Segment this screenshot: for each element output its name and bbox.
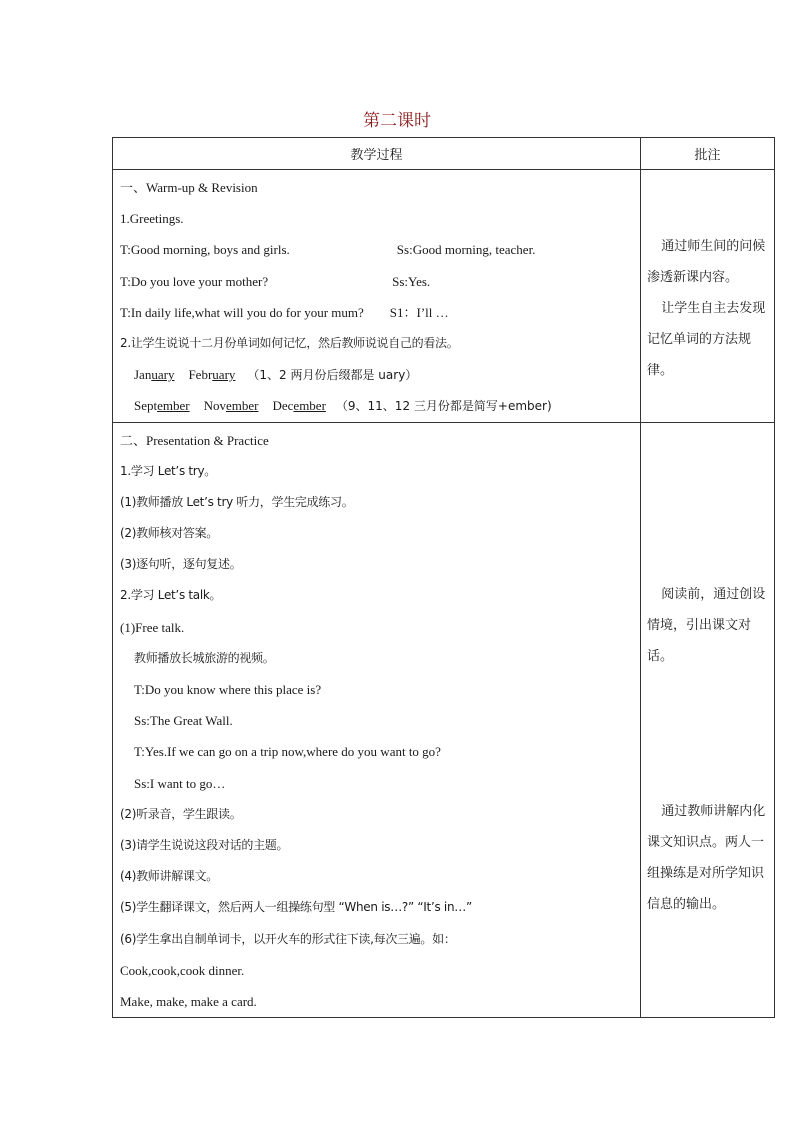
list-item: (2)教师核对答案。: [120, 526, 218, 541]
list-item: (1)教师播放 Let’s try 听力，学生完成练习。: [120, 494, 354, 509]
section-presentation-notes: [641, 422, 775, 1018]
list-item: (1)Free talk.: [120, 619, 185, 635]
lesson-table: [112, 137, 775, 1018]
dialogue-line: Ss:I want to go…: [134, 775, 226, 791]
dialogue-line: Ss:The Great Wall.: [134, 713, 233, 729]
months-note: （9、11、12 三月份都是简写+ember): [335, 399, 552, 414]
list-item: 1.Greetings.: [120, 211, 184, 227]
list-item: 2.学习 Let’s talk。: [120, 588, 222, 603]
section-warmup-row: [113, 170, 775, 423]
section-heading: 二、Presentation & Practice: [120, 432, 269, 448]
dialogue-line: [113, 266, 640, 297]
list-item: (6)学生拿出自制单词卡，以开火车的形式往下读,每次三遍。如：: [120, 931, 456, 946]
underlined-suffix: ember: [157, 398, 190, 414]
dialogue-line: [113, 234, 640, 265]
teacher-line: T:Do you love your mother?: [120, 273, 269, 289]
underlined-suffix: ember: [293, 398, 326, 414]
dialogue-line: T:Yes.If we can go on a trip now,where do you want to go?: [134, 744, 441, 760]
months-line-2: September November December （9、11、12 三月份都是简写+ember): [134, 398, 552, 414]
note-paragraph: 通过师生间的问候渗透新课内容。: [647, 239, 766, 285]
months-note: （1、2 两月份后缀都是 uary）: [247, 368, 418, 383]
student-line: S1：I’ll …: [389, 304, 449, 320]
note-paragraph: 阅读前，通过创设情境，引出课文对话。: [647, 586, 766, 664]
list-item: 教师播放长城旅游的视频。: [134, 650, 275, 665]
underlined-suffix: uary: [212, 367, 236, 383]
note-paragraph: 让学生自主去发现记忆单词的方法规律。: [647, 301, 766, 378]
header-process: 教学过程: [113, 138, 641, 170]
dialogue-line: [113, 297, 640, 328]
teacher-line: T:Good morning, boys and girls.: [120, 242, 290, 258]
underlined-suffix: ember: [226, 398, 259, 414]
dialogue-line: T:Do you know where this place is?: [134, 682, 322, 697]
section-presentation-content: [113, 422, 641, 1018]
student-line: Ss:Yes.: [392, 273, 431, 289]
underlined-suffix: uary: [151, 367, 175, 383]
teacher-line: T:In daily life,what will you do for your mum?: [120, 304, 364, 320]
section-heading: 一、Warm-up & Revision: [120, 180, 258, 195]
header-notes: 批注: [641, 138, 775, 170]
student-line: Ss:Good morning, teacher.: [396, 242, 536, 258]
list-item: (3)逐句听，逐句复述。: [120, 557, 242, 572]
list-item: (5)学生翻译课文，然后两人一组操练句型 “When is…?” “It’s in…”: [120, 900, 472, 915]
section-warmup-content: [113, 170, 641, 423]
page-title: 第二课时: [363, 111, 431, 131]
example-line: Cook,cook,cook dinner.: [120, 962, 245, 978]
list-item: 2.让学生说说十二月份单词如何记忆，然后教师说说自己的看法。: [120, 335, 459, 350]
months-line-1: January February （1、2 两月份后缀都是 uary）: [134, 367, 418, 383]
section-presentation-row: [113, 422, 775, 1018]
header-row: [113, 138, 775, 170]
example-line: Make, make, make a card.: [120, 993, 257, 1009]
note-paragraph: 通过教师讲解内化课文知识点。两人一组操练是对所学知识信息的输出。: [647, 803, 766, 912]
list-item: 1.学习 Let’s try。: [120, 463, 216, 478]
section-warmup-notes: [641, 170, 775, 423]
list-item: (2)听录音，学生跟读。: [120, 806, 242, 821]
list-item: (4)教师讲解课文。: [120, 869, 218, 884]
list-item: (3)请学生说说这段对话的主题。: [120, 837, 289, 852]
